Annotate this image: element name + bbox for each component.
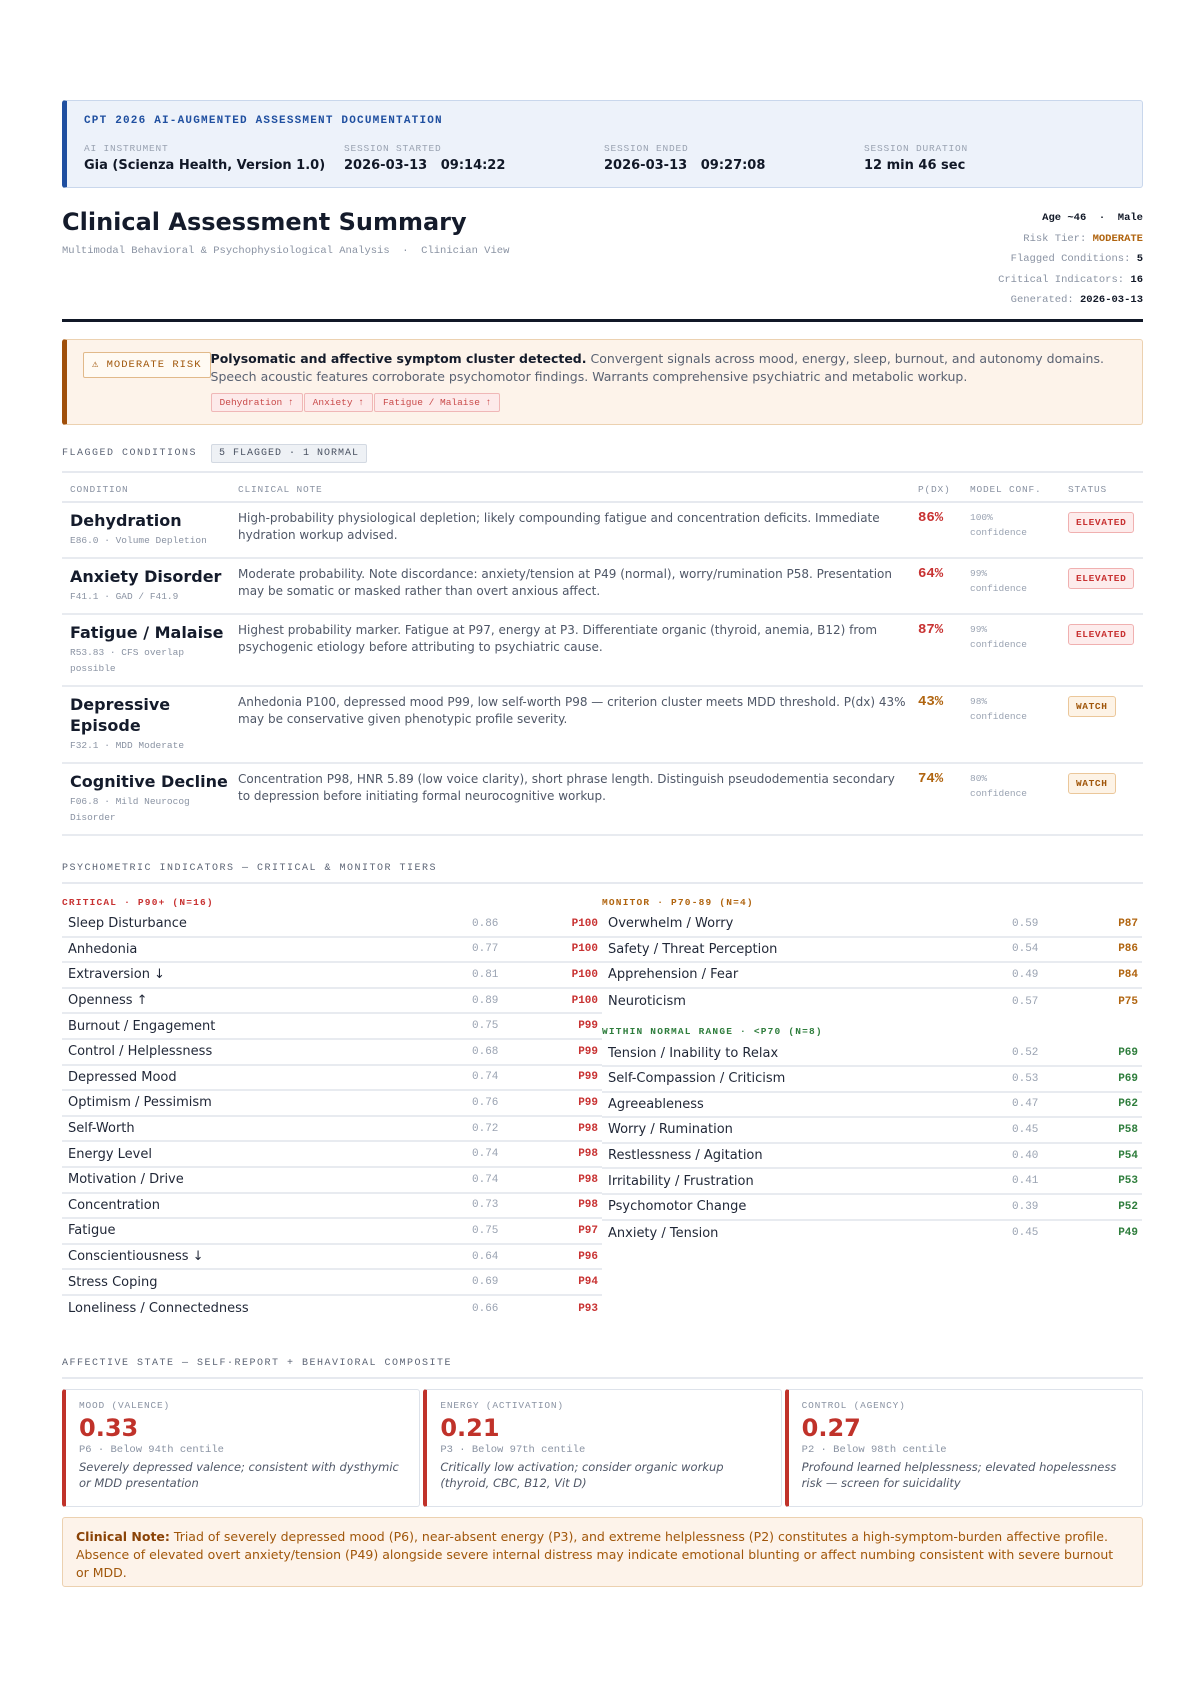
indicator-percentile: P99 [578,1071,598,1084]
indicator-row [602,1169,1142,1195]
indicator-name: Agreeableness [608,1096,704,1112]
confidence-suffix: confidence [970,639,1028,650]
affective-section [62,1358,1143,1587]
indicator-score: 0.76 [472,1096,499,1109]
session-field-ended [604,143,864,173]
indicator-name: Motivation / Drive [68,1172,184,1188]
indicator-name: Safety / Threat Perception [608,941,778,957]
indicator-score: 0.73 [472,1199,499,1212]
card-value: 0.27 [801,1413,861,1442]
card-centile: P3 · Below 97th centile [440,1443,586,1456]
indicator-score: 0.53 [1012,1072,1039,1085]
card-description: Critically low activation; consider organic workup (thyroid, CBC, B12, Vit D) [440,1459,724,1490]
column-header: CLINICAL NOTE [230,472,910,502]
field-label: SESSION DURATION [864,143,969,154]
affective-card-control [785,1389,1143,1507]
clinical-note-cell: Moderate probability. Note discordance: anxiety/tension at P49 (normal), worry/rumination P58. Presentation may be somatic or masked rather than overt anxious affect. [230,558,910,614]
condition-code: E86.0 · Volume Depletion [70,535,207,546]
indicator-percentile: P100 [571,968,598,981]
section-heading [62,1358,1143,1369]
condition-name: Depressive Episode [70,695,171,735]
indicator-name: Anxiety / Tension [608,1225,719,1241]
condition-cell [62,686,230,763]
flagged-count [998,249,1143,270]
indicator-percentile: P62 [1118,1098,1138,1111]
confidence-suffix: confidence [970,788,1028,799]
indicator-score: 0.81 [472,968,499,981]
condition-code: R53.83 · CFS overlap possible [70,647,185,674]
indicator-score: 0.74 [472,1148,499,1161]
indicator-score: 0.68 [472,1045,499,1058]
confidence-value: 99% [970,568,988,579]
section-title: FLAGGED CONDITIONS [62,448,198,459]
status-cell [1060,502,1143,558]
field-value: 2026-03-13 09:14:22 [344,158,506,173]
confidence-value: 100% [970,512,993,523]
indicator-percentile: P69 [1118,1072,1138,1085]
session-fields [84,143,1124,173]
indicator-percentile: P99 [578,1096,598,1109]
indicator-name: Burnout / Engagement [68,1018,216,1034]
risk-tier-value: MODERATE [1092,232,1143,245]
status-badge: WATCH [1068,773,1116,794]
indicator-row [62,1091,602,1117]
indicator-score: 0.89 [472,994,499,1007]
indicator-row [62,1296,602,1322]
indicator-name: Concentration [68,1197,160,1213]
indicator-row [602,1118,1142,1144]
condition-cell [62,558,230,614]
indicator-score: 0.69 [472,1276,499,1289]
indicator-row [62,963,602,989]
indicator-row [62,938,602,964]
affective-card-energy [423,1389,781,1507]
meta-label: Flagged Conditions: [1010,253,1137,265]
indicator-name: Irritability / Frustration [608,1173,754,1189]
indicator-row [602,1041,1142,1067]
indicator-row [602,1221,1142,1247]
column-header: MODEL CONF. [962,472,1060,502]
patient-meta [998,208,1143,311]
indicator-row [602,1195,1142,1221]
section-title: PSYCHOMETRIC INDICATORS — CRITICAL & MONITOR TIERS [62,863,438,874]
card-description: Profound learned helplessness; elevated hopelessness risk — screen for suicidality [801,1459,1117,1490]
indicator-name: Self-Compassion / Criticism [608,1071,786,1087]
card-centile: P6 · Below 94th centile [79,1443,224,1456]
indicator-name: Restlessness / Agitation [608,1148,763,1164]
normal-list [602,1041,1142,1246]
indicator-percentile: P98 [578,1173,598,1186]
indicator-percentile: P100 [571,943,598,956]
session-field-instrument [84,143,344,173]
indicator-score: 0.45 [1012,1123,1039,1136]
indicator-percentile: P96 [578,1250,598,1263]
meta-label: Risk Tier: [1023,232,1093,245]
indicator-percentile: P53 [1118,1175,1138,1188]
indicator-row [602,963,1142,989]
indicator-score: 0.40 [1012,1149,1039,1162]
indicator-score: 0.49 [1012,968,1039,981]
indicator-percentile: P69 [1118,1047,1138,1060]
confidence-suffix: confidence [970,527,1028,538]
indicator-row [62,1040,602,1066]
indicator-row [62,1245,602,1271]
affective-cards [62,1377,1143,1507]
indicator-percentile: P99 [578,1020,598,1033]
confidence-cell [962,763,1060,835]
indicator-percentile: P58 [1118,1123,1138,1136]
probability-cell: 64% [910,558,962,614]
indicator-row [602,1067,1142,1093]
indicator-percentile: P75 [1118,995,1138,1008]
session-field-duration [864,143,1124,173]
risk-description: Convergent signals across mood, energy, sleep, burnout, and autonomy domains. Speech acoustic features corroborate psychomotor findings. Warrants comprehensive psychiatric and metabolic workup. [210,351,1104,384]
risk-banner [62,339,1143,425]
field-label: SESSION STARTED [344,143,442,154]
meta-value: 16 [1130,273,1143,286]
confidence-cell [962,686,1060,763]
indicator-percentile: P100 [571,994,598,1007]
probability-cell: 43% [910,686,962,763]
status-cell [1060,763,1143,835]
indicator-name: Depressed Mood [68,1069,177,1085]
session-field-started [344,143,604,173]
indicator-percentile: P86 [1118,943,1138,956]
table-row [62,686,1143,763]
indicator-score: 0.86 [472,917,499,930]
confidence-value: 98% [970,696,988,707]
card-description: Severely depressed valence; consistent with dysthymic or MDD presentation [79,1459,399,1490]
indicator-name: Overwhelm / Worry [608,916,734,932]
risk-headline: Polysomatic and affective symptom cluster detected. [210,351,587,366]
condition-code: F41.1 · GAD / F41.9 [70,591,179,602]
indicator-percentile: P99 [578,1045,598,1058]
meta-value: 5 [1136,253,1143,265]
meta-value: 2026-03-13 [1079,294,1143,306]
indicator-name: Tension / Inability to Relax [608,1045,779,1061]
indicator-score: 0.52 [1012,1047,1039,1060]
tier-heading-monitor: MONITOR · P70-89 (N=4) [602,897,754,908]
session-header [62,100,1143,188]
condition-name: Fatigue / Malaise [70,623,224,642]
confidence-cell [962,558,1060,614]
probability-cell: 86% [910,502,962,558]
indicator-percentile: P94 [578,1276,598,1289]
indicator-percentile: P93 [578,1302,598,1315]
card-label: MOOD (VALENCE) [79,1399,171,1411]
indicator-name: Control / Helplessness [68,1044,213,1060]
flagged-count-pill: 5 FLAGGED · 1 NORMAL [211,444,367,463]
status-cell [1060,686,1143,763]
risk-tag: Anxiety ↑ [304,393,373,412]
indicator-row [62,1142,602,1168]
indicator-row [62,1014,602,1040]
risk-badge: ⚠ MODERATE RISK [83,352,211,378]
column-header: CONDITION [62,472,230,502]
status-badge: ELEVATED [1068,512,1134,533]
indicator-percentile: P100 [571,917,598,930]
table-header [62,472,1143,502]
critical-column [62,893,602,1322]
risk-tags [211,393,1126,412]
critical-list [62,912,602,1322]
indicator-name: Anhedonia [68,941,138,957]
indicators-columns [62,882,1143,1322]
indicator-score: 0.39 [1012,1200,1039,1213]
flagged-conditions-section [62,444,1143,836]
confidence-suffix: confidence [970,711,1028,722]
indicator-name: Optimism / Pessimism [68,1095,212,1111]
indicator-score: 0.64 [472,1250,499,1263]
card-label: CONTROL (AGENCY) [801,1399,906,1411]
condition-name: Anxiety Disorder [70,567,222,586]
indicator-row [602,912,1142,938]
column-header: STATUS [1060,472,1143,502]
clinical-note [62,1517,1143,1587]
indicator-percentile: P98 [578,1122,598,1135]
indicator-score: 0.75 [472,1020,499,1033]
clinical-note-cell: Concentration P98, HNR 5.89 (low voice clarity), short phrase length. Distinguish pseudodementia secondary to depression before initiating formal neurocognitive workup. [230,763,910,835]
confidence-suffix: confidence [970,583,1028,594]
indicator-percentile: P84 [1118,968,1138,981]
indicator-percentile: P54 [1118,1149,1138,1162]
generated-date [998,290,1143,311]
page-title: Clinical Assessment Summary [62,208,467,236]
indicator-row [62,1117,602,1143]
meta-label: Generated: [1010,294,1080,306]
field-value: Gia (Scienza Health, Version 1.0) [84,158,326,173]
indicator-score: 0.45 [1012,1227,1039,1240]
status-cell [1060,558,1143,614]
risk-tag: Dehydration ↑ [211,393,303,412]
indicator-row [602,1144,1142,1170]
clinical-note-cell: Anhedonia P100, depressed mood P99, low self-worth P98 — criterion cluster meets MDD threshold. P(dx) 43% may be conservative given phenotypic profile severity. [230,686,910,763]
risk-tag: Fatigue / Malaise ↑ [374,393,500,412]
field-label: AI INSTRUMENT [84,143,169,154]
condition-code: F32.1 · MDD Moderate [70,740,185,751]
table-row [62,502,1143,558]
affective-card-mood [62,1389,420,1507]
risk-summary [211,350,1126,386]
indicator-score: 0.57 [1012,995,1039,1008]
indicator-name: Extraversion ↓ [68,967,165,983]
card-label: ENERGY (ACTIVATION) [440,1399,564,1411]
indicator-percentile: P87 [1118,917,1138,930]
section-title: AFFECTIVE STATE — SELF·REPORT + BEHAVIORAL COMPOSITE [62,1357,453,1369]
table-row [62,763,1143,835]
table-row [62,614,1143,686]
card-centile: P2 · Below 98th centile [801,1443,947,1456]
field-value: 2026-03-13 09:27:08 [604,158,766,173]
risk-tier [998,229,1143,250]
indicator-score: 0.77 [472,943,499,956]
clinical-note-body: Triad of severely depressed mood (P6), near-absent energy (P3), and extreme helplessness (P2) constitutes a high-symptom-burden affective profile. Absence of elevated overt anxiety/tension (P49) alongside severe internal distress may indicate emotional blunting or affect numbing consistent with severe burnout or MDD. [76,1528,1114,1580]
confidence-cell [962,614,1060,686]
indicator-name: Sleep Disturbance [68,916,187,932]
confidence-value: 80% [970,773,988,784]
indicator-name: Psychomotor Change [608,1199,747,1215]
indicator-name: Loneliness / Connectedness [68,1301,249,1317]
title-block [62,188,1143,322]
card-value: 0.33 [79,1413,139,1442]
assessment-report [62,100,1143,1587]
indicator-name: Neuroticism [608,994,686,1010]
indicator-percentile: P98 [578,1199,598,1212]
indicator-row [62,912,602,938]
indicator-name: Openness ↑ [68,993,148,1009]
indicator-name: Fatigue [68,1223,116,1239]
indicator-row [62,1066,602,1092]
indicator-row [62,1219,602,1245]
indicator-row [602,1093,1142,1119]
indicator-score: 0.75 [472,1224,499,1237]
indicator-row [62,1270,602,1296]
indicator-score: 0.59 [1012,917,1039,930]
indicator-row [62,989,602,1015]
condition-cell [62,614,230,686]
indicator-row [62,1194,602,1220]
status-badge: ELEVATED [1068,624,1134,645]
monitor-column [602,893,1142,1322]
session-title: CPT 2026 AI-AUGMENTED ASSESSMENT DOCUMENTATION [84,115,443,127]
condition-cell [62,502,230,558]
confidence-cell [962,502,1060,558]
status-cell [1060,614,1143,686]
condition-code: F06.8 · Mild Neurocog Disorder [70,796,190,823]
critical-count [998,270,1143,291]
field-label: SESSION ENDED [604,143,689,154]
indicator-score: 0.41 [1012,1175,1039,1188]
condition-cell [62,763,230,835]
indicator-score: 0.47 [1012,1098,1039,1111]
patient-demographics: Age ~46 · Male [1042,212,1143,224]
monitor-list [602,912,1142,1014]
indicator-name: Apprehension / Fear [608,967,739,983]
column-header: P(DX) [910,472,962,502]
indicator-score: 0.72 [472,1122,499,1135]
card-value: 0.21 [440,1413,500,1442]
page-subtitle: Multimodal Behavioral & Psychophysiological Analysis · Clinician View [62,245,510,257]
conditions-table [62,471,1143,836]
meta-label: Critical Indicators: [998,273,1131,286]
indicator-name: Energy Level [68,1146,152,1162]
field-value: 12 min 46 sec [864,158,966,173]
condition-name: Cognitive Decline [70,772,228,791]
confidence-value: 99% [970,624,988,635]
indicator-percentile: P49 [1118,1227,1138,1240]
indicator-percentile: P98 [578,1148,598,1161]
table-row [62,558,1143,614]
indicators-section [62,863,1143,1322]
clinical-note-cell: Highest probability marker. Fatigue at P97, energy at P3. Differentiate organic (thyroid, anemia, B12) from psychogenic etiology before attributing to psychiatric cause. [230,614,910,686]
tier-heading-normal: WITHIN NORMAL RANGE · <P70 (N=8) [602,1026,823,1038]
probability-cell: 74% [910,763,962,835]
condition-name: Dehydration [70,511,182,530]
indicator-row [602,989,1142,1015]
indicator-score: 0.54 [1012,943,1039,956]
section-heading [62,863,1143,874]
indicator-row [62,1168,602,1194]
indicator-score: 0.74 [472,1071,499,1084]
indicator-name: Self-Worth [68,1121,135,1137]
probability-cell: 87% [910,614,962,686]
indicator-name: Worry / Rumination [608,1122,733,1138]
tier-heading-critical: CRITICAL · P90+ (N=16) [62,897,214,908]
risk-body [211,350,1126,412]
indicator-percentile: P52 [1118,1200,1138,1213]
status-badge: ELEVATED [1068,568,1134,589]
indicator-percentile: P97 [578,1224,598,1237]
section-heading [62,444,1143,463]
indicator-score: 0.74 [472,1173,499,1186]
status-badge: WATCH [1068,696,1116,717]
indicator-score: 0.66 [472,1302,499,1315]
indicator-name: Conscientiousness ↓ [68,1249,204,1265]
clinical-note-cell: High-probability physiological depletion; likely compounding fatigue and concentration deficits. Immediate hydration workup advised. [230,502,910,558]
indicator-name: Stress Coping [68,1274,158,1290]
clinical-note-label: Clinical Note: [76,1528,170,1544]
indicator-row [602,938,1142,964]
